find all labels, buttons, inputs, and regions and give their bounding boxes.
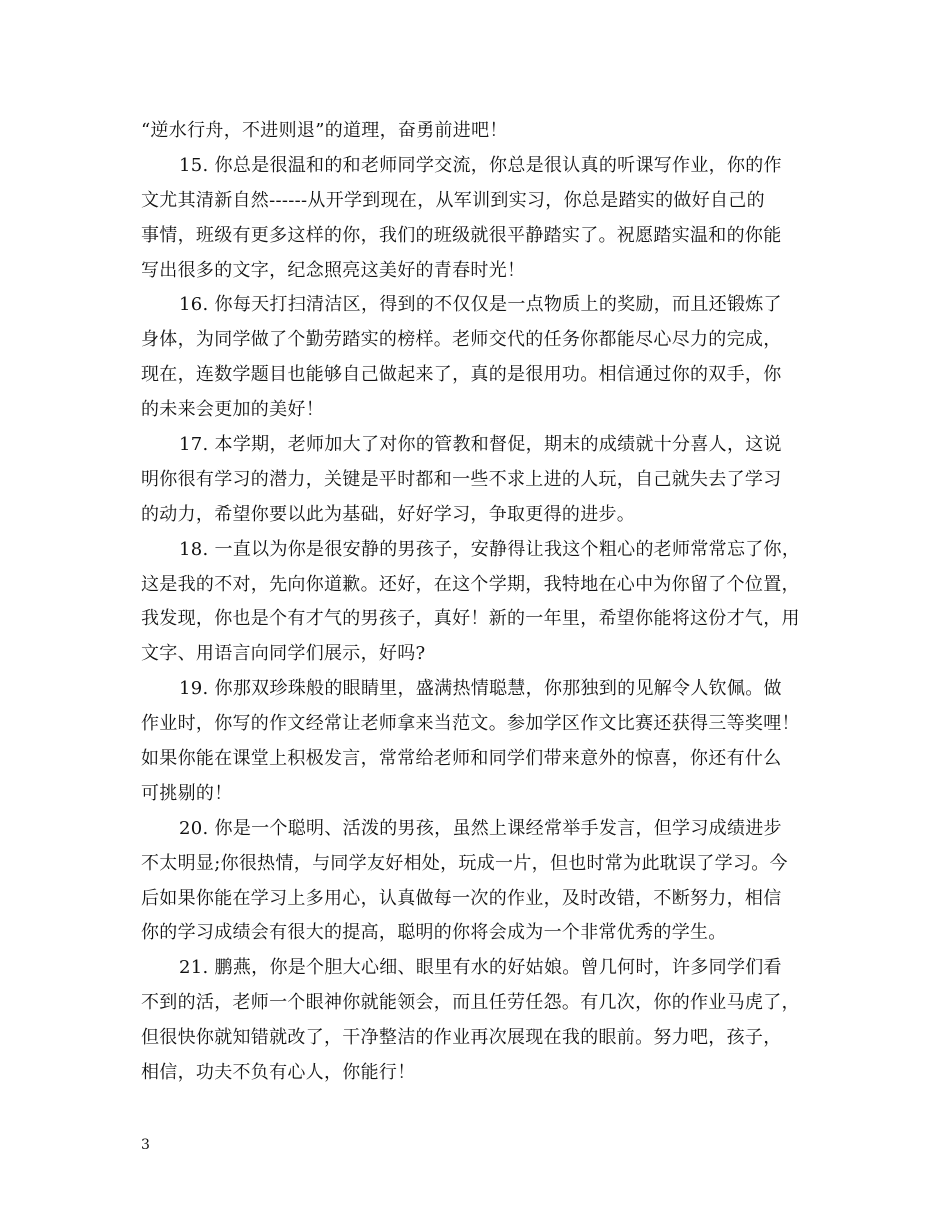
text-line: 现在，连数学题目也能够自己做起来了，真的是很用功。相信通过你的双手，你: [141, 364, 782, 386]
text-line: 我发现，你也是个有才气的男孩子，真好！新的一年里，希望你能将这份才气，用: [141, 608, 800, 630]
document-body: [141, 114, 816, 1091]
paragraph: [141, 288, 816, 428]
paragraph: [141, 533, 816, 673]
paragraph: [141, 951, 816, 1091]
text-line: 18. 一直以为你是很安静的男孩子，安静得让我这个粗心的老师常常忘了你，: [179, 538, 801, 560]
page-number: 3: [141, 1137, 150, 1153]
text-line: 15. 你总是很温和的和老师同学交流，你总是很认真的听课写作业，你的作: [179, 154, 782, 176]
text-line: 明你很有学习的潜力，关键是平时都和一些不求上进的人玩，自己就失去了学习: [141, 468, 782, 490]
paragraph: [141, 149, 816, 289]
paragraph: [141, 672, 816, 812]
text-line: 相信，功夫不负有心人，你能行！: [141, 1062, 416, 1084]
text-line: 如果你能在课堂上积极发言，常常给老师和同学们带来意外的惊喜，你还有什么: [141, 748, 782, 770]
text-line: 不到的活，老师一个眼神你就能领会，而且任劳任怨。有几次，你的作业马虎了，: [141, 992, 800, 1014]
text-line: 文尤其清新自然------从开学到现在，从军训到实习，你总是踏实的做好自己的: [141, 189, 765, 211]
text-line: 可挑剔的！: [141, 782, 233, 804]
text-line: 不太明显;你很热情，与同学友好相处，玩成一片，但也时常为此耽误了学习。今: [141, 852, 788, 874]
text-line: 后如果你能在学习上多用心，认真做每一次的作业，及时改错，不断努力，相信: [141, 887, 782, 909]
text-line: 21. 鹏燕，你是个胆大心细、眼里有水的好姑娘。曾几何时，许多同学们看: [179, 957, 782, 979]
text-line: “逆水行舟，不进则退”的道理，奋勇前进吧！: [141, 120, 508, 141]
text-line: 的动力，希望你要以此为基础，好好学习，争取更得的进步。: [141, 503, 636, 525]
text-line: 但很快你就知错就改了，干净整洁的作业再次展现在我的眼前。努力吧，孩子，: [141, 1027, 782, 1049]
paragraph: [141, 428, 816, 533]
text-line: 这是我的不对，先向你道歉。还好，在这个学期，我特地在心中为你留了个位置，: [141, 573, 800, 595]
text-line: 身体，为同学做了个勤劳踏实的榜样。老师交代的任务你都能尽心尽力的完成，: [141, 329, 782, 351]
text-line: 文字、用语言向同学们展示，好吗?: [141, 643, 426, 665]
text-line: 你的学习成绩会有很大的提高，聪明的你将会成为一个非常优秀的学生。: [141, 922, 727, 944]
text-line: 写出很多的文字，纪念照亮这美好的青春时光！: [141, 259, 526, 281]
text-line: 事情，班级有更多这样的你，我们的班级就很平静踏实了。祝愿踏实温和的你能: [141, 224, 782, 246]
text-line: 20. 你是一个聪明、活泼的男孩，虽然上课经常举手发言，但学习成绩进步: [179, 817, 782, 839]
text-line: 的未来会更加的美好！: [141, 399, 324, 421]
text-line: 16. 你每天打扫清洁区，得到的不仅仅是一点物质上的奖励，而且还锻炼了: [179, 294, 782, 316]
paragraph: [141, 114, 816, 149]
text-line: 作业时，你写的作文经常让老师拿来当范文。参加学区作文比赛还获得三等奖哩！: [141, 713, 800, 735]
paragraph: [141, 812, 816, 952]
text-line: 17. 本学期，老师加大了对你的管教和督促，期末的成绩就十分喜人，这说: [179, 434, 782, 456]
text-line: 19. 你那双珍珠般的眼睛里，盛满热情聪慧，你那独到的见解令人钦佩。做: [179, 678, 782, 700]
